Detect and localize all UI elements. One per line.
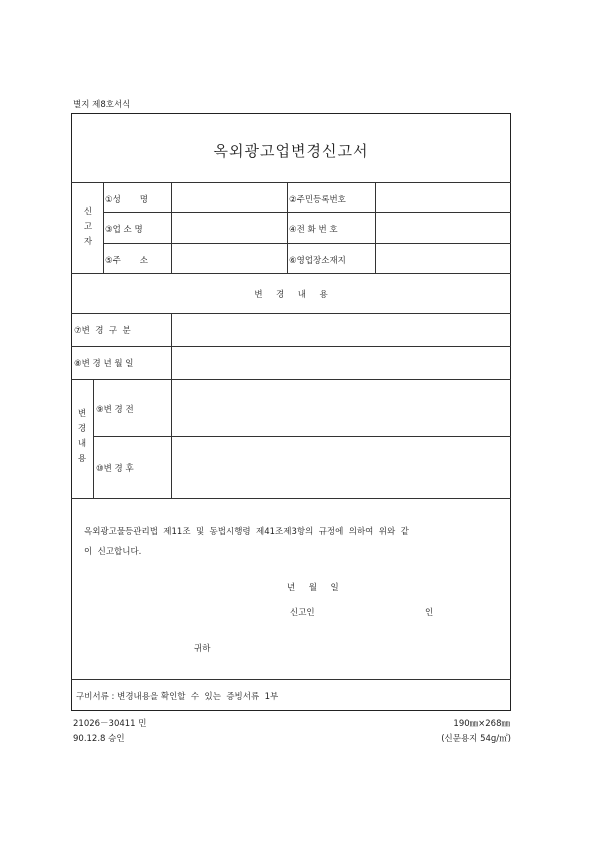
divider [103,182,104,273]
change-date-field[interactable] [172,347,510,379]
form-number: 별지 제8호서식 [73,100,131,110]
divider [71,679,511,680]
declaration-line2: 이 신고합니다. [84,547,142,557]
name-label: ①성 명 [105,195,148,205]
divider [71,273,511,274]
seal-label: 인 [425,608,434,618]
address-label: ⑤주 소 [105,256,148,266]
divider [71,498,511,499]
paper-size: 190㎜×268㎜ [453,719,510,729]
change-date-label: ⑧변 경 년 월 일 [74,359,134,369]
before-change-label: ⑨변 경 전 [96,405,134,415]
divider [287,182,288,273]
paper-spec: (신문용지 54g/㎡) [441,734,511,744]
applicant-signature-field[interactable] [330,602,418,618]
after-change-label: ⑩변 경 후 [96,464,134,474]
form-title: 옥외광고업변경신고서 [213,142,369,160]
name-field[interactable] [172,183,286,212]
change-content-label: 변 경 내 용 [77,409,87,464]
form-code: 21026－30411 민 [73,719,147,729]
id-number-field[interactable] [376,183,510,212]
before-change-field[interactable] [172,380,510,436]
declaration-line1: 옥외광고물등관리법 제11조 및 동법시행령 제41조제3항의 규정에 의하여 위와 같 [84,527,409,537]
change-category-label: ⑦변 경 구 분 [74,326,131,336]
business-name-field[interactable] [172,213,286,243]
recipient-field[interactable] [110,637,190,653]
applicant-section-label: 신 고 자 [83,207,93,247]
required-documents: 구비서류 : 변경내용을 확인할 수 있는 증빙서류 1부 [76,692,279,702]
approval-date: 90.12.8 승인 [73,734,125,744]
phone-field[interactable] [376,213,510,243]
id-number-label: ②주민등록번호 [289,195,346,205]
business-location-field[interactable] [376,244,510,273]
phone-label: ④전 화 번 호 [289,225,338,235]
change-header: 변 경 내 용 [254,290,328,300]
business-name-label: ③업 소 명 [105,225,143,235]
after-change-field[interactable] [172,437,510,498]
business-location-label: ⑥영업장소재지 [289,256,346,266]
address-field[interactable] [172,244,286,273]
change-category-field[interactable] [172,314,510,346]
applicant-signature-label: 신고인 [290,608,315,618]
divider [93,379,94,498]
recipient-label: 귀하 [194,644,211,654]
declaration-date: 년 월 일 [287,583,339,593]
